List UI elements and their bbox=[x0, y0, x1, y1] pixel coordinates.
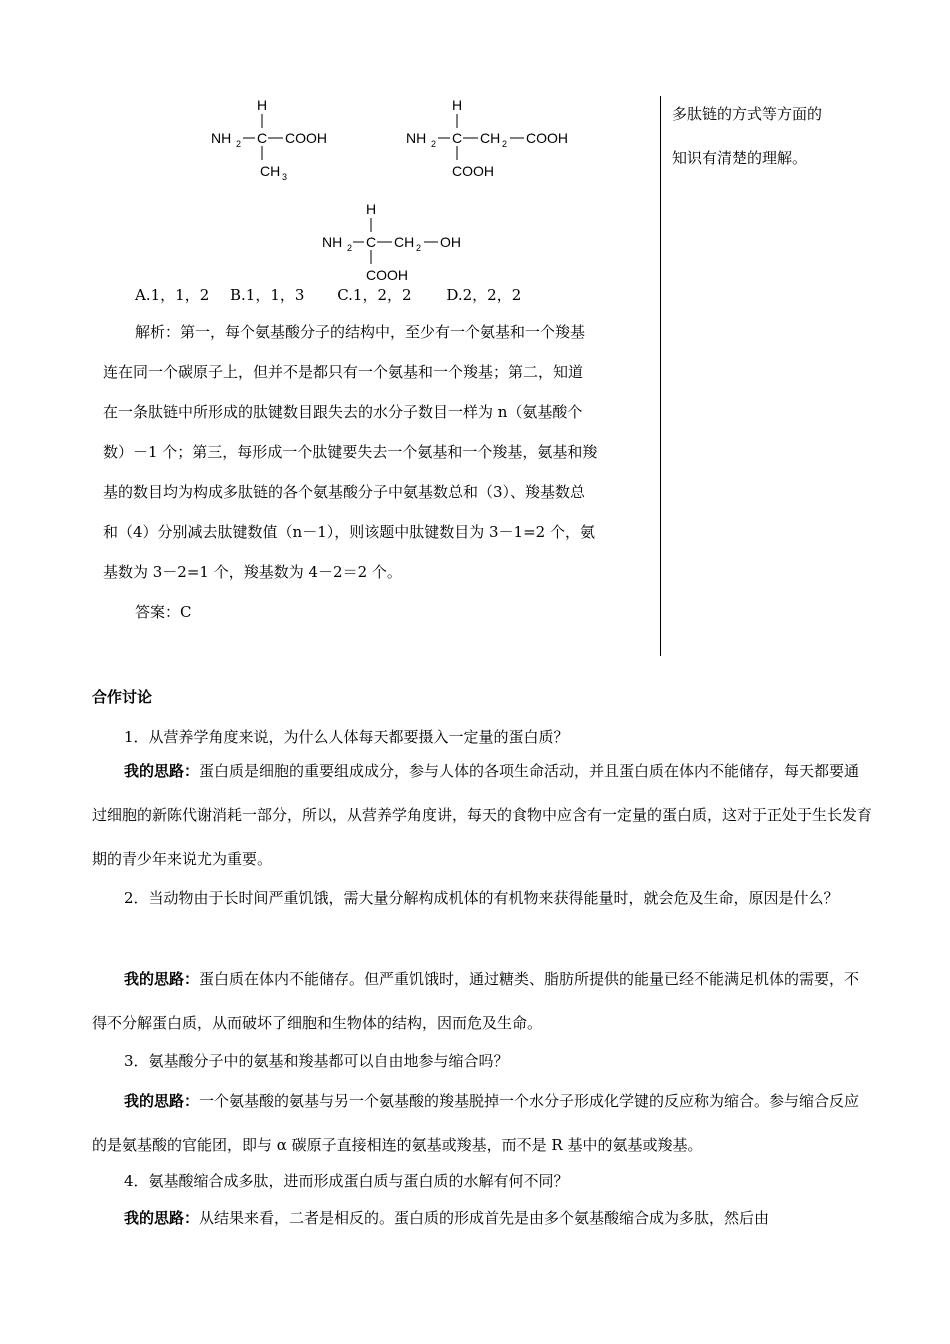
answer-1 bbox=[92, 749, 872, 881]
answer-3 bbox=[92, 1079, 872, 1167]
s3-h: H bbox=[366, 201, 377, 217]
section-heading: 合作讨论 bbox=[92, 688, 153, 706]
thinking-label: 我的思路： bbox=[124, 1092, 200, 1110]
question-4: 4．氨基酸缩合成多肽，进而形成蛋白质与蛋白质的水解有何不同？ bbox=[124, 1172, 569, 1190]
structure-2 bbox=[400, 94, 600, 184]
s3-nh: NH bbox=[322, 234, 343, 250]
structure-3 bbox=[318, 198, 488, 288]
s2-h: H bbox=[452, 97, 463, 113]
s2-mid-sub: 2 bbox=[502, 139, 508, 149]
s3-nh-sub: 2 bbox=[347, 243, 353, 253]
answer-2 bbox=[92, 957, 872, 1045]
analysis-line: 解析：第一，每个氨基酸分子的结构中，至少有一个氨基和一个羧基 bbox=[135, 323, 586, 341]
structure-1 bbox=[205, 94, 355, 184]
s2-right: COOH bbox=[526, 130, 568, 146]
analysis-line: 连在同一个碳原子上，但并不是都只有一个氨基和一个羧基；第二，知道 bbox=[103, 363, 584, 381]
analysis bbox=[103, 312, 655, 632]
question-3: 3．氨基酸分子中的氨基和羧基都可以自由地参与缩合吗？ bbox=[124, 1052, 509, 1070]
side-note-line-1: 多肽链的方式等方面的 bbox=[672, 105, 823, 123]
s3-c: C bbox=[366, 234, 377, 250]
s3-right: OH bbox=[440, 234, 461, 250]
side-note bbox=[672, 92, 942, 180]
analysis-line: 数）－1 个；第三，每形成一个肽键要失去一个氨基和一个羧基，氨基和羧 bbox=[103, 443, 598, 461]
answer-1-text: 蛋白质是细胞的重要组成成分，参与人体的各项生命活动，并且蛋白质在体内不能储存，每天都要通过细胞的新陈代谢消耗一部分，所以，从营养学角度讲，每天的食物中应含有一定量的蛋白质，这对于正处于生长发育期的青少年来说尤为重要。 bbox=[92, 762, 873, 868]
question-2: 2．当动物由于长时间严重饥饿，需大量分解构成机体的有机物来获得能量时，就会危及生命，原因是什么？ bbox=[124, 889, 839, 907]
answer-3-text: 一个氨基酸的氨基与另一个氨基酸的羧基脱掉一个水分子形成化学键的反应称为缩合。参与缩合反应的是氨基酸的官能团，即与 α 碳原子直接相连的氨基或羧基，而不是 R 基中的氨基或羧基。 bbox=[92, 1092, 860, 1154]
s2-bottom: COOH bbox=[452, 163, 494, 179]
s1-nh-sub: 2 bbox=[236, 139, 242, 149]
s2-nh-sub: 2 bbox=[431, 139, 437, 149]
analysis-line: 在一条肽链中所形成的肽键数目跟失去的水分子数目一样为 n（氨基酸个 bbox=[103, 403, 583, 421]
analysis-line: 基数为 3－2=1 个，羧基数为 4－2＝2 个。 bbox=[103, 563, 402, 581]
thinking-label: 我的思路： bbox=[124, 1209, 200, 1227]
s1-bottom-sub: 3 bbox=[282, 172, 288, 182]
analysis-line: 和（4）分别减去肽键数值（n－1），则该题中肽键数目为 3－1=2 个，氨 bbox=[103, 523, 595, 541]
s1-right: COOH bbox=[285, 130, 327, 146]
s1-c: C bbox=[257, 130, 268, 146]
s2-nh: NH bbox=[406, 130, 427, 146]
s2-mid: CH bbox=[480, 130, 501, 146]
s3-mid: CH bbox=[394, 234, 415, 250]
answer-options bbox=[135, 284, 521, 306]
column-divider bbox=[660, 96, 661, 656]
s1-nh: NH bbox=[211, 130, 232, 146]
s3-mid-sub: 2 bbox=[416, 243, 422, 253]
option-a: A.1，1，2 bbox=[135, 286, 210, 304]
option-b: B.1，1，3 bbox=[230, 286, 305, 304]
answer: 答案：C bbox=[135, 603, 192, 621]
thinking-label: 我的思路： bbox=[124, 970, 200, 988]
side-note-line-2: 知识有清楚的理解。 bbox=[672, 149, 808, 167]
option-c: C.1，2，2 bbox=[337, 286, 412, 304]
s3-bottom: COOH bbox=[366, 267, 408, 283]
option-d: D.2，2，2 bbox=[446, 286, 522, 304]
thinking-label: 我的思路： bbox=[124, 762, 200, 780]
s1-h: H bbox=[257, 97, 268, 113]
s2-c: C bbox=[452, 130, 463, 146]
analysis-line: 基的数目均为构成多肽链的各个氨基酸分子中氨基数总和（3）、羧基数总 bbox=[103, 483, 586, 501]
answer-4-text: 从结果来看，二者是相反的。蛋白质的形成首先是由多个氨基酸缩合成为多肽，然后由 bbox=[199, 1209, 770, 1227]
question-1: 1．从营养学角度来说，为什么人体每天都要摄入一定量的蛋白质？ bbox=[124, 728, 569, 746]
answer-4 bbox=[92, 1196, 872, 1240]
s1-bottom: CH bbox=[260, 163, 281, 179]
answer-2-text: 蛋白质在体内不能储存。但严重饥饿时，通过糖类、脂肪所提供的能量已经不能满足机体的需要，不得不分解蛋白质，从而破坏了细胞和生物体的结构，因而危及生命。 bbox=[92, 970, 860, 1032]
